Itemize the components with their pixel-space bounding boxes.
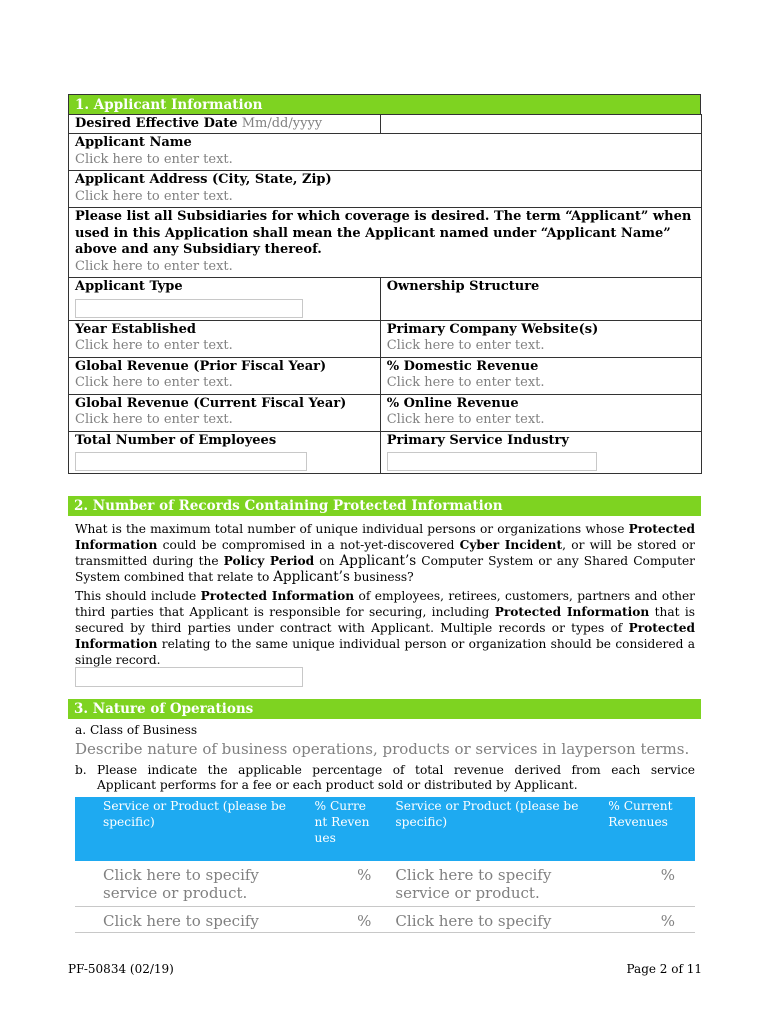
form-number: PF-50834 (02/19) — [68, 962, 174, 976]
table-header-row — [75, 797, 695, 861]
text: that is secured by third parties under contract with Applicant. Multiple records or types of — [75, 605, 695, 635]
desired-effective-date-cell — [69, 115, 381, 134]
revenue-percentage-instruction — [75, 763, 695, 793]
header-text: % Current Revenues — [608, 799, 673, 829]
text: on — [314, 554, 340, 568]
applicant-name-cell — [69, 134, 702, 171]
header-text: Service or Product (please be specific) — [395, 799, 579, 829]
employees-label: Total Number of Employees — [75, 432, 277, 448]
employees-cell — [69, 431, 381, 474]
service-product-field[interactable]: Click here to specify service or product. — [75, 861, 315, 907]
applicant-information-table — [68, 114, 702, 474]
revenue-current-field[interactable]: Click here to enter text. — [75, 412, 233, 427]
year-established-cell — [69, 320, 381, 357]
page-number: Page 2 of 11 — [626, 962, 702, 976]
service-product-field[interactable]: Click here to specify service or product. — [391, 861, 608, 907]
header-text: % Current Revenues — [314, 799, 370, 845]
online-revenue-field[interactable]: Click here to enter text. — [386, 412, 545, 427]
service-industry-input[interactable] — [387, 452, 597, 471]
percent-field[interactable]: % — [608, 861, 695, 907]
revenue-prior-label: Global Revenue (Prior Fiscal Year) — [75, 358, 327, 374]
revenue-current-cell — [69, 394, 381, 431]
protected-information-term: Protected Information — [75, 522, 695, 552]
text: This should include — [75, 589, 201, 603]
subsidiaries-field[interactable]: Click here to enter text. — [75, 258, 233, 274]
policy-period-term: Policy Period — [223, 554, 315, 568]
applicant-type-label: Applicant Type — [75, 279, 183, 294]
percent-field[interactable]: % — [608, 907, 695, 933]
records-count-input[interactable] — [75, 667, 303, 687]
records-question — [75, 521, 695, 585]
text: relating to the same unique individual person or organization should be considered a single record. — [75, 637, 695, 667]
text: could be compromised in a not-yet-discovered — [157, 538, 460, 552]
section-3-header: 3. Nature of Operations — [68, 699, 701, 719]
subsidiaries-label: Please list all Subsidiaries for which coverage is desired. The term “Applicant” when used in this Application shall mean the Applicant named under “Applicant Name” above and any Subsidiary thereof. — [75, 209, 692, 257]
class-of-business-label: a. Class of Business — [75, 723, 198, 737]
header-text: Service or Product (please be specific) — [103, 799, 287, 829]
desired-effective-date-field[interactable]: Mm/dd/yyyy — [241, 116, 323, 131]
applicant-address-field[interactable]: Click here to enter text. — [75, 188, 233, 204]
service-industry-label: Primary Service Industry — [386, 432, 569, 448]
applicant-name-field[interactable]: Click here to enter text. — [75, 151, 233, 167]
text: of employees, retirees, customers, partners and other third parties that Applicant is responsible for securing, including — [75, 589, 695, 619]
website-field[interactable]: Click here to enter text. — [386, 338, 545, 353]
online-revenue-cell — [380, 394, 701, 431]
subsidiaries-cell — [69, 208, 702, 278]
ownership-structure-label: Ownership Structure — [386, 279, 540, 294]
protected-information-term: Protected Information — [75, 621, 695, 651]
service-industry-cell — [380, 431, 701, 474]
text: Computer System or any Shared Computer System combined that relate to — [75, 554, 696, 584]
applicant-address-label: Applicant Address (City, State, Zip) — [75, 172, 332, 187]
empty-cell — [380, 115, 701, 134]
ownership-structure-cell — [380, 278, 701, 321]
domestic-revenue-field[interactable]: Click here to enter text. — [386, 375, 545, 390]
website-cell — [380, 320, 701, 357]
business-description-field[interactable]: Describe nature of business operations, products or services in layperson terms. — [75, 740, 690, 758]
revenue-prior-field[interactable]: Click here to enter text. — [75, 375, 233, 390]
protected-information-term: Protected Information — [494, 605, 650, 619]
applicant-term: Applicant’s — [273, 569, 350, 585]
applicant-address-cell — [69, 171, 702, 208]
text: business? — [349, 570, 414, 584]
desired-effective-date-label: Desired Effective Date — [75, 116, 238, 131]
online-revenue-label: % Online Revenue — [386, 395, 519, 411]
service-revenue-table — [75, 797, 695, 933]
item-b-line1: Please indicate the applicable percentage of total revenue derived from each service — [97, 763, 695, 777]
percent-field[interactable]: % — [315, 861, 392, 907]
item-b-letter: b. — [75, 763, 87, 777]
domestic-revenue-label: % Domestic Revenue — [386, 358, 539, 374]
employees-input[interactable] — [75, 452, 307, 471]
revenue-prior-cell — [69, 357, 381, 394]
year-established-label: Year Established — [75, 321, 196, 337]
applicant-type-cell — [69, 278, 381, 321]
domestic-revenue-cell — [380, 357, 701, 394]
applicant-name-label: Applicant Name — [75, 135, 192, 150]
service-product-field[interactable]: Click here to specify — [391, 907, 608, 933]
table-row — [75, 907, 695, 933]
applicant-type-input[interactable] — [75, 299, 303, 318]
website-label: Primary Company Website(s) — [386, 321, 599, 337]
section-1-header: 1. Applicant Information — [68, 94, 701, 114]
service-product-field[interactable]: Click here to specify — [75, 907, 315, 933]
header-current-revenues-2 — [608, 797, 695, 861]
item-b-line2: Applicant performs for a fee or each product sold or distributed by Applicant. — [97, 778, 578, 792]
table-row — [75, 861, 695, 907]
header-service-product-1 — [75, 797, 315, 861]
header-current-revenues-1 — [315, 797, 392, 861]
text: , or will be stored or transmitted during the — [75, 538, 696, 568]
text: What is the maximum total number of unique individual persons or organizations whose — [75, 522, 629, 536]
percent-field[interactable]: % — [315, 907, 392, 933]
section-2-header: 2. Number of Records Containing Protected Information — [68, 496, 701, 516]
header-service-product-2 — [391, 797, 608, 861]
revenue-current-label: Global Revenue (Current Fiscal Year) — [75, 395, 347, 411]
year-established-field[interactable]: Click here to enter text. — [75, 338, 233, 353]
records-guidance — [75, 588, 695, 668]
protected-information-term: Protected Information — [200, 589, 355, 603]
applicant-term: Applicant’s — [339, 553, 417, 569]
cyber-incident-term: Cyber Incident — [459, 538, 563, 552]
